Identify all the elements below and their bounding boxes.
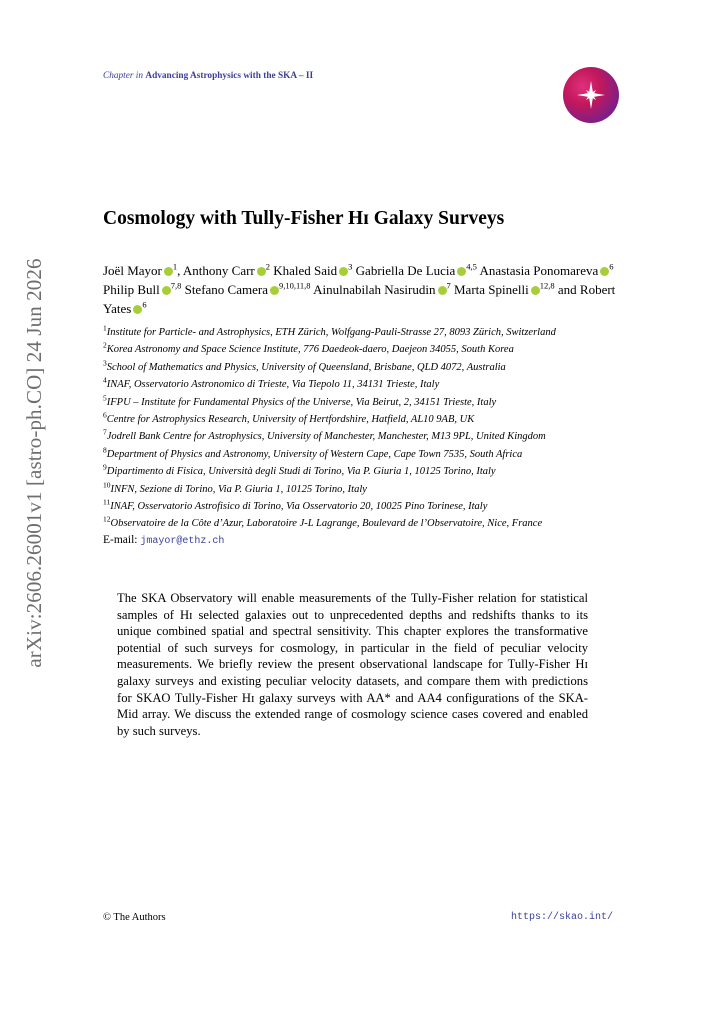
affiliation-item: [103, 515, 643, 532]
author-affiliation-number: 6: [609, 261, 614, 272]
affiliation-list: [103, 324, 643, 533]
chapter-prefix: Chapter in: [103, 71, 144, 81]
author-affiliation-number: 4,5: [466, 261, 477, 272]
ska-url-link[interactable]: https://skao.int/: [511, 912, 614, 923]
affiliation-item: [103, 394, 643, 411]
book-title[interactable]: Advancing Astrophysics with the SKA – II: [145, 71, 314, 81]
author-name: Anthony Carr: [182, 263, 255, 278]
affiliation-number: 5: [103, 393, 107, 403]
affiliation-text: Department of Physics and Astronomy, University of Western Cape, Cape Town 7535, South Africa: [106, 448, 523, 460]
author-affiliation-number: 12,8: [539, 280, 555, 291]
affiliation-number: 7: [103, 427, 107, 437]
affiliation-number: 4: [103, 375, 107, 385]
author-affiliation-number: 9,10,11,8: [278, 280, 311, 291]
author-name: Anastasia Ponomareva: [479, 263, 599, 278]
chapter-header: [103, 71, 313, 81]
affiliation-number: 8: [103, 445, 107, 455]
affiliation-text: Centre for Astrophysics Research, University of Hertfordshire, Hatfield, AL10 9AB, UK: [106, 414, 475, 426]
orcid-icon[interactable]: [457, 267, 466, 276]
orcid-icon[interactable]: [133, 305, 142, 314]
star-icon: [563, 67, 619, 123]
author-affiliation-number: 3: [348, 261, 353, 272]
author-name: Joël Mayor: [103, 263, 162, 278]
email-label: E-mail:: [103, 534, 138, 546]
author-name: Ainulnabilah Nasirudin: [313, 282, 436, 297]
email-link[interactable]: jmayor@ethz.ch: [140, 536, 225, 547]
orcid-icon[interactable]: [164, 267, 173, 276]
orcid-icon[interactable]: [438, 286, 447, 295]
author-name: Robert Yates: [103, 282, 616, 316]
contact-email: [103, 534, 224, 547]
affiliation-item: [103, 324, 643, 341]
affiliation-text: Observatoire de la Côte d’Azur, Laboratoire J-L Lagrange, Boulevard de l’Observatoire, Nice, France: [110, 518, 543, 530]
affiliation-number: 10: [103, 480, 111, 490]
affiliation-text: IFPU – Institute for Fundamental Physics of the Universe, Via Beirut, 2, 34151 Trieste, Italy: [106, 396, 497, 408]
ska-star-logo-icon: [563, 67, 619, 123]
affiliation-item: [103, 481, 643, 498]
affiliation-text: INAF, Osservatorio Astrofisico di Torino, Via Osservatorio 20, 10025 Pino Torinese, Italy: [110, 501, 488, 513]
affiliation-number: 9: [103, 462, 107, 472]
orcid-icon[interactable]: [600, 267, 609, 276]
affiliation-number: 2: [103, 340, 107, 350]
affiliation-item: [103, 411, 643, 428]
author-affiliation-number: 6: [142, 299, 147, 310]
affiliation-number: 12: [103, 514, 111, 524]
orcid-icon[interactable]: [257, 267, 266, 276]
affiliation-text: Korea Astronomy and Space Science Institute, 776 Daedeok-daero, Daejeon 34055, South Korea: [106, 344, 514, 356]
affiliation-item: [103, 446, 643, 463]
affiliation-number: 1: [103, 323, 107, 333]
affiliation-text: Jodrell Bank Centre for Astrophysics, University of Manchester, Manchester, M13 9PL, United Kingdom: [106, 431, 546, 443]
affiliation-number: 11: [103, 497, 111, 507]
orcid-icon[interactable]: [270, 286, 279, 295]
copyright: © The Authors: [103, 912, 166, 923]
affiliation-text: INAF, Osservatorio Astronomico di Trieste, Via Tiepolo 11, 34131 Trieste, Italy: [106, 379, 440, 391]
affiliation-item: [103, 359, 643, 376]
author-name: Khaled Said: [273, 263, 338, 278]
author-name: Stefano Camera: [184, 282, 268, 297]
affiliation-item: [103, 463, 643, 480]
affiliation-number: 3: [103, 358, 107, 368]
author-affiliation-number: 1: [172, 261, 178, 272]
affiliation-text: Institute for Particle- and Astrophysics, ETH Zürich, Wolfgang-Pauli-Strasse 27, 8093 Zürich, Switzerland: [106, 327, 556, 338]
author-name: Philip Bull: [103, 282, 160, 297]
orcid-icon[interactable]: [531, 286, 540, 295]
author-name: Gabriella De Lucia: [355, 263, 456, 278]
affiliation-item: [103, 498, 643, 515]
affiliation-item: [103, 428, 643, 445]
abstract: The SKA Observatory will enable measurements of the Tully-Fisher relation for statistical samples of Hɪ selected galaxies out to unprecedented depths and redshifts thanks to its unique combined spatial and spectral sensitivity. This chapter explores the transformative potential of such surveys for cosmology, in particular in the field of peculiar velocity measurements. We briefly review the present observational landscape for Tully-Fisher Hɪ galaxy surveys and existing peculiar velocity datasets, and compare them with predictions for SKAO Tully-Fisher Hɪ galaxy surveys with AA* and AA4 configurations of the SKA-Mid array. We discuss the extended range of cosmology science cases covered and enabled by such surveys.: [117, 591, 588, 738]
author-name: Marta Spinelli: [454, 282, 529, 297]
author-affiliation-number: 7,8: [170, 280, 182, 291]
affiliation-number: 6: [103, 410, 107, 420]
affiliation-text: School of Mathematics and Physics, University of Queensland, Brisbane, QLD 4072, Australia: [106, 361, 506, 373]
author-affiliation-number: 7: [446, 280, 451, 291]
orcid-icon[interactable]: [339, 267, 348, 276]
affiliation-text: Dipartimento di Fisica, Università degli Studi di Torino, Via P. Giuria 1, 10125 Torino, Italy: [106, 466, 496, 478]
affiliation-item: [103, 376, 643, 393]
author-affiliation-number: 2: [265, 261, 271, 272]
arxiv-identifier: arXiv:2606.26001v1 [astro-ph.CO] 24 Jun 2026: [22, 258, 46, 668]
author-list: Joël Mayor $^1$, Anthony Carr $^2$ Khaled Said $^3$ Gabriella De Lucia $^{4,5}$ Anastasia Ponomareva $^6$ Philip Bull $^{7,8}$ Stefano Camera $^{9,10,11,8}$ Ainulnabilah Nasirudin $^7$ Marta Spinelli $^{12,8}$ and Robert Yates $^6$: [103, 261, 616, 316]
orcid-icon[interactable]: [162, 286, 171, 295]
affiliation-item: [103, 341, 643, 358]
affiliation-text: INFN, Sezione di Torino, Via P. Giuria 1, 10125 Torino, Italy: [110, 483, 367, 495]
paper-title: Cosmology with Tully-Fisher Hɪ Galaxy Surveys: [103, 208, 505, 229]
